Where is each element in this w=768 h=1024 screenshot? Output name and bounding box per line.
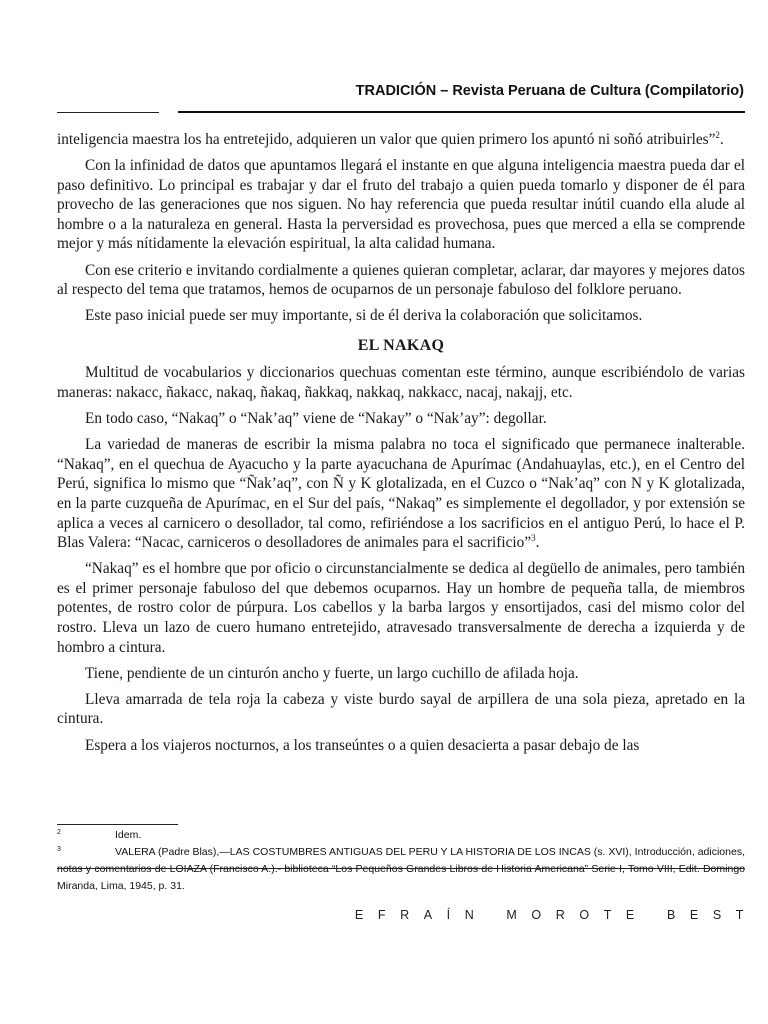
paragraph: Espera a los viajeros nocturnos, a los transeúntes o a quien desacierta a pasar debajo de las bbox=[85, 736, 640, 754]
section-heading: EL NAKAQ bbox=[357, 336, 445, 354]
paragraph: Con ese criterio e invitando cordialmente a quienes quieran completar, aclarar, dar mayores y mejores datos al respecto del tema que tratamos, hemos de ocuparnos de un personaje fabuloso del folklore peruano. bbox=[57, 261, 745, 299]
header-rule-short bbox=[57, 112, 159, 113]
paragraph: “Nakaq” es el hombre que por oficio o circunstancialmente se dedica al degüello de animales, pero también es el primer personaje fabuloso del que debemos ocuparnos. Hay un hombre de pequeña talla, de miembros potentes, de rostro color de púrpura. Los cabellos y la barba largos y ensortijados, casi del mismo color del rostro. Lleva un lazo de cuero humano entretejido, atravesado transversalmente de derecha a izquierda y de hombro a cintura. bbox=[57, 560, 745, 656]
paragraph: Multitud de vocabularios y diccionarios quechuas comentan este término, aunque escribiéndolo de varias maneras: nakacc, ñakacc, nakaq, ñakaq, ñakkaq, nakkaq, nakkacc, nacaj, nakajj, etc. bbox=[57, 364, 745, 402]
footer-rule bbox=[57, 868, 745, 869]
footnote: 2 Idem. bbox=[57, 828, 142, 841]
paragraph: Lleva amarrada de tela roja la cabeza y viste burdo sayal de arpillera de una sola pieza, apretado en la cintura. bbox=[57, 690, 745, 728]
journal-title: TRADICIÓN – Revista Peruana de Cultura (Compilatorio) bbox=[355, 83, 744, 99]
footnote-rule bbox=[57, 824, 178, 825]
paragraph: En todo caso, “Nakaq” o “Nak’aq” viene de “Nakay” o “Nak’ay”: degollar. bbox=[85, 410, 547, 428]
footnote: 3 VALERA (Padre Blas),—LAS COSTUMBRES ANTIGUAS DEL PERU Y LA HISTORIA DE LOS INCAS (s. XVI), Introducción, adiciones, notas y comentarios de LOIAZA (Francisco A.).- biblioteca “Los Pequeños Grandes Libros de Historia Americana” Serie I, Tomo VIII, Edit. Domingo Miranda, Lima, 1945, p. 31. bbox=[57, 845, 745, 892]
footnote-text: Idem. bbox=[115, 829, 142, 841]
article-body bbox=[57, 130, 745, 762]
paragraph: inteligencia maestra los ha entretejido, adquieren un valor que quien primero los apuntó ni soñó atribuirles”$^2$. bbox=[57, 129, 724, 148]
paragraph: Con la infinidad de datos que apuntamos llegará el instante en que alguna inteligencia maestra pueda dar el paso definitivo. Lo principal es trabajar y dar el fruto del trabajo a quien pueda tomarlo y disponer de él para provecho de las generaciones que nos siguen. No hay referencia que pueda resultar inútil cuando ella alude al hombre o a la naturaleza en general. Hasta la perversidad es provechosa, pues que merced a ella se comprende mejor y más nítidamente la elevación espiritual, la alta calidad humana. bbox=[57, 157, 745, 253]
footnotes bbox=[57, 827, 745, 895]
paragraph-text: La variedad de maneras de escribir la misma palabra no toca el significado que permanece inalterable. “Nakaq”, en el quechua de Ayacucho y la parte ayacuchana de Apurímac (Andahuaylas, etc.), en el Centro del Perú, significa lo mismo que “Ñak’aq”, con Ñ y K glotalizada, en el Cuzco o “Nak’aq” con N y K glotalizada, en la parte cuzqueña de Apurímac, en el Sur del país, “Nakaq” es simplemente el degollador, y por extensión se aplica a veces al carnicero o desollador, tal como, refiriéndose a los sacrificios en el antiguo Perú, lo hace el P. Blas Valera: “Nacac, carniceros o desolladores de animales para el sacrificio” bbox=[57, 436, 745, 552]
footnote-ref: 3 bbox=[531, 533, 536, 544]
paragraph: Este paso inicial puede ser muy importante, si de él deriva la colaboración que solicitamos. bbox=[85, 307, 643, 325]
paragraph: La variedad de maneras de escribir la misma palabra no toca el significado que permanece inalterable. “Nakaq”, en el quechua de Ayacucho y la parte ayacuchana de Apurímac (Andahuaylas, etc.), en el Centro del Perú, significa lo mismo que “Ñak’aq”, con Ñ y K glotalizada, en el Cuzco o “Nak’aq” con N y K glotalizada, en la parte cuzqueña de Apurímac, en el Sur del país, “Nakaq” es simplemente el degollador, y por extensión se aplica a veces al carnicero o desollador, tal como, refiriéndose a los sacrificios en el antiguo Perú, lo hace el P. Blas Valera: “Nacac, carniceros o desolladores de animales para el sacrificio”$^3$. bbox=[57, 436, 745, 552]
paragraph: Tiene, pendiente de un cinturón ancho y fuerte, un largo cuchillo de afilada hoja. bbox=[85, 664, 579, 682]
footnote-text: VALERA (Padre Blas),—LAS COSTUMBRES ANTIGUAS DEL PERU Y LA HISTORIA DE LOS INCAS (s. XVI), Introducción, adiciones, notas y comentarios de LOIAZA (Francisco A.).- biblioteca “Los Pequeños Grandes Libros de Historia Americana” Serie I, Tomo VIII, Edit. Domingo Miranda, Lima, 1945, p. 31. bbox=[57, 846, 745, 892]
paragraph-text: inteligencia maestra los ha entretejido, adquieren un valor que quien primero los apuntó ni soñó atribuirles” bbox=[57, 131, 716, 148]
footer-author: EFRAÍN MOROTE BEST bbox=[354, 908, 758, 922]
header-rule-long bbox=[178, 111, 745, 113]
footnote-ref: 2 bbox=[715, 129, 720, 140]
